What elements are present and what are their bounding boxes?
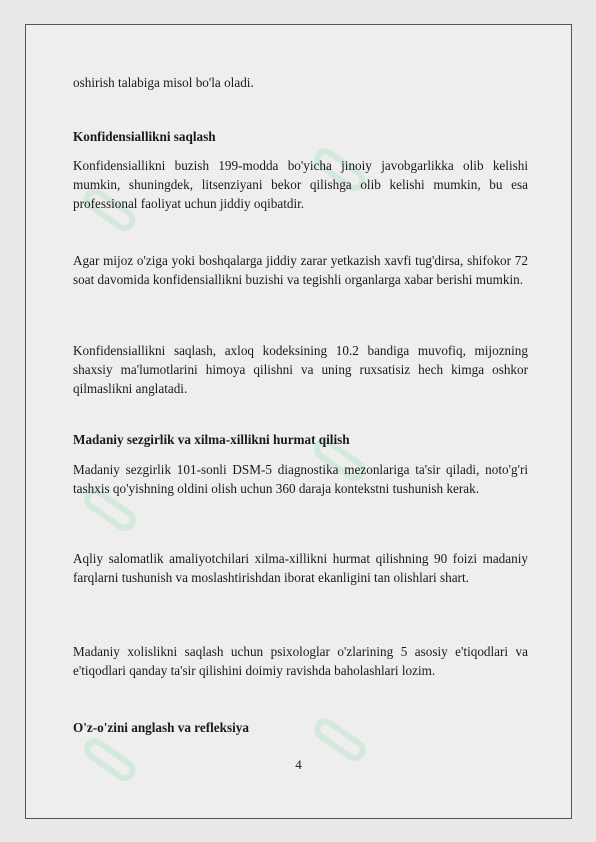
paragraph: Konfidensiallikni buzish 199-modda bo'yicha jinoiy javobgarlikka olib kelishi mumkin, shuningdek, litsenziyani bekor qilishga olib kelishi mumkin, bu esa professional faoliyat uchun jiddiy oqibatdir.: [73, 158, 528, 211]
section-heading: Konfidensiallikni saqlash: [73, 129, 216, 144]
paragraph: Konfidensiallikni saqlash, axloq kodeksining 10.2 bandiga muvofiq, mijozning shaxsiy ma'lumotlarini himoya qilishni va uning ruxsatisiz hech kimga oshkor qilmaslikni anglatadi.: [73, 343, 528, 396]
paragraph: Madaniy sezgirlik 101-sonli DSM-5 diagnostika mezonlariga ta'sir qiladi, noto'g'ri tashxis qo'yishning oldini olish uchun 360 daraja kontekstni tushunish kerak.: [73, 462, 528, 496]
paragraph: Madaniy xolislikni saqlash uchun psixologlar o'zlarining 5 asosiy e'tiqodlari va e'tiqodlari qanday ta'sir qilishini doimiy ravishda baholashlari lozim.: [73, 644, 528, 678]
paragraph: Aqliy salomatlik amaliyotchilari xilma-xillikni hurmat qilishning 90 foizi madaniy farqlarni tushunish va moslashtirishdan iborat ekanligini tan olishlari shart.: [73, 551, 528, 585]
section-heading: O'z-o'zini anglash va refleksiya: [73, 720, 249, 735]
document-page: [25, 24, 572, 819]
page-number: 4: [295, 757, 302, 772]
section-heading: Madaniy sezgirlik va xilma-xillikni hurmat qilish: [73, 432, 350, 447]
text-line: oshirish talabiga misol bo'la oladi.: [73, 75, 254, 90]
paragraph: Agar mijoz o'ziga yoki boshqalarga jiddiy zarar yetkazish xavfi tug'dirsa, shifokor 72 soat davomida konfidensiallikni buzishi va tegishli organlarga xabar berishi mumkin.: [73, 253, 528, 287]
